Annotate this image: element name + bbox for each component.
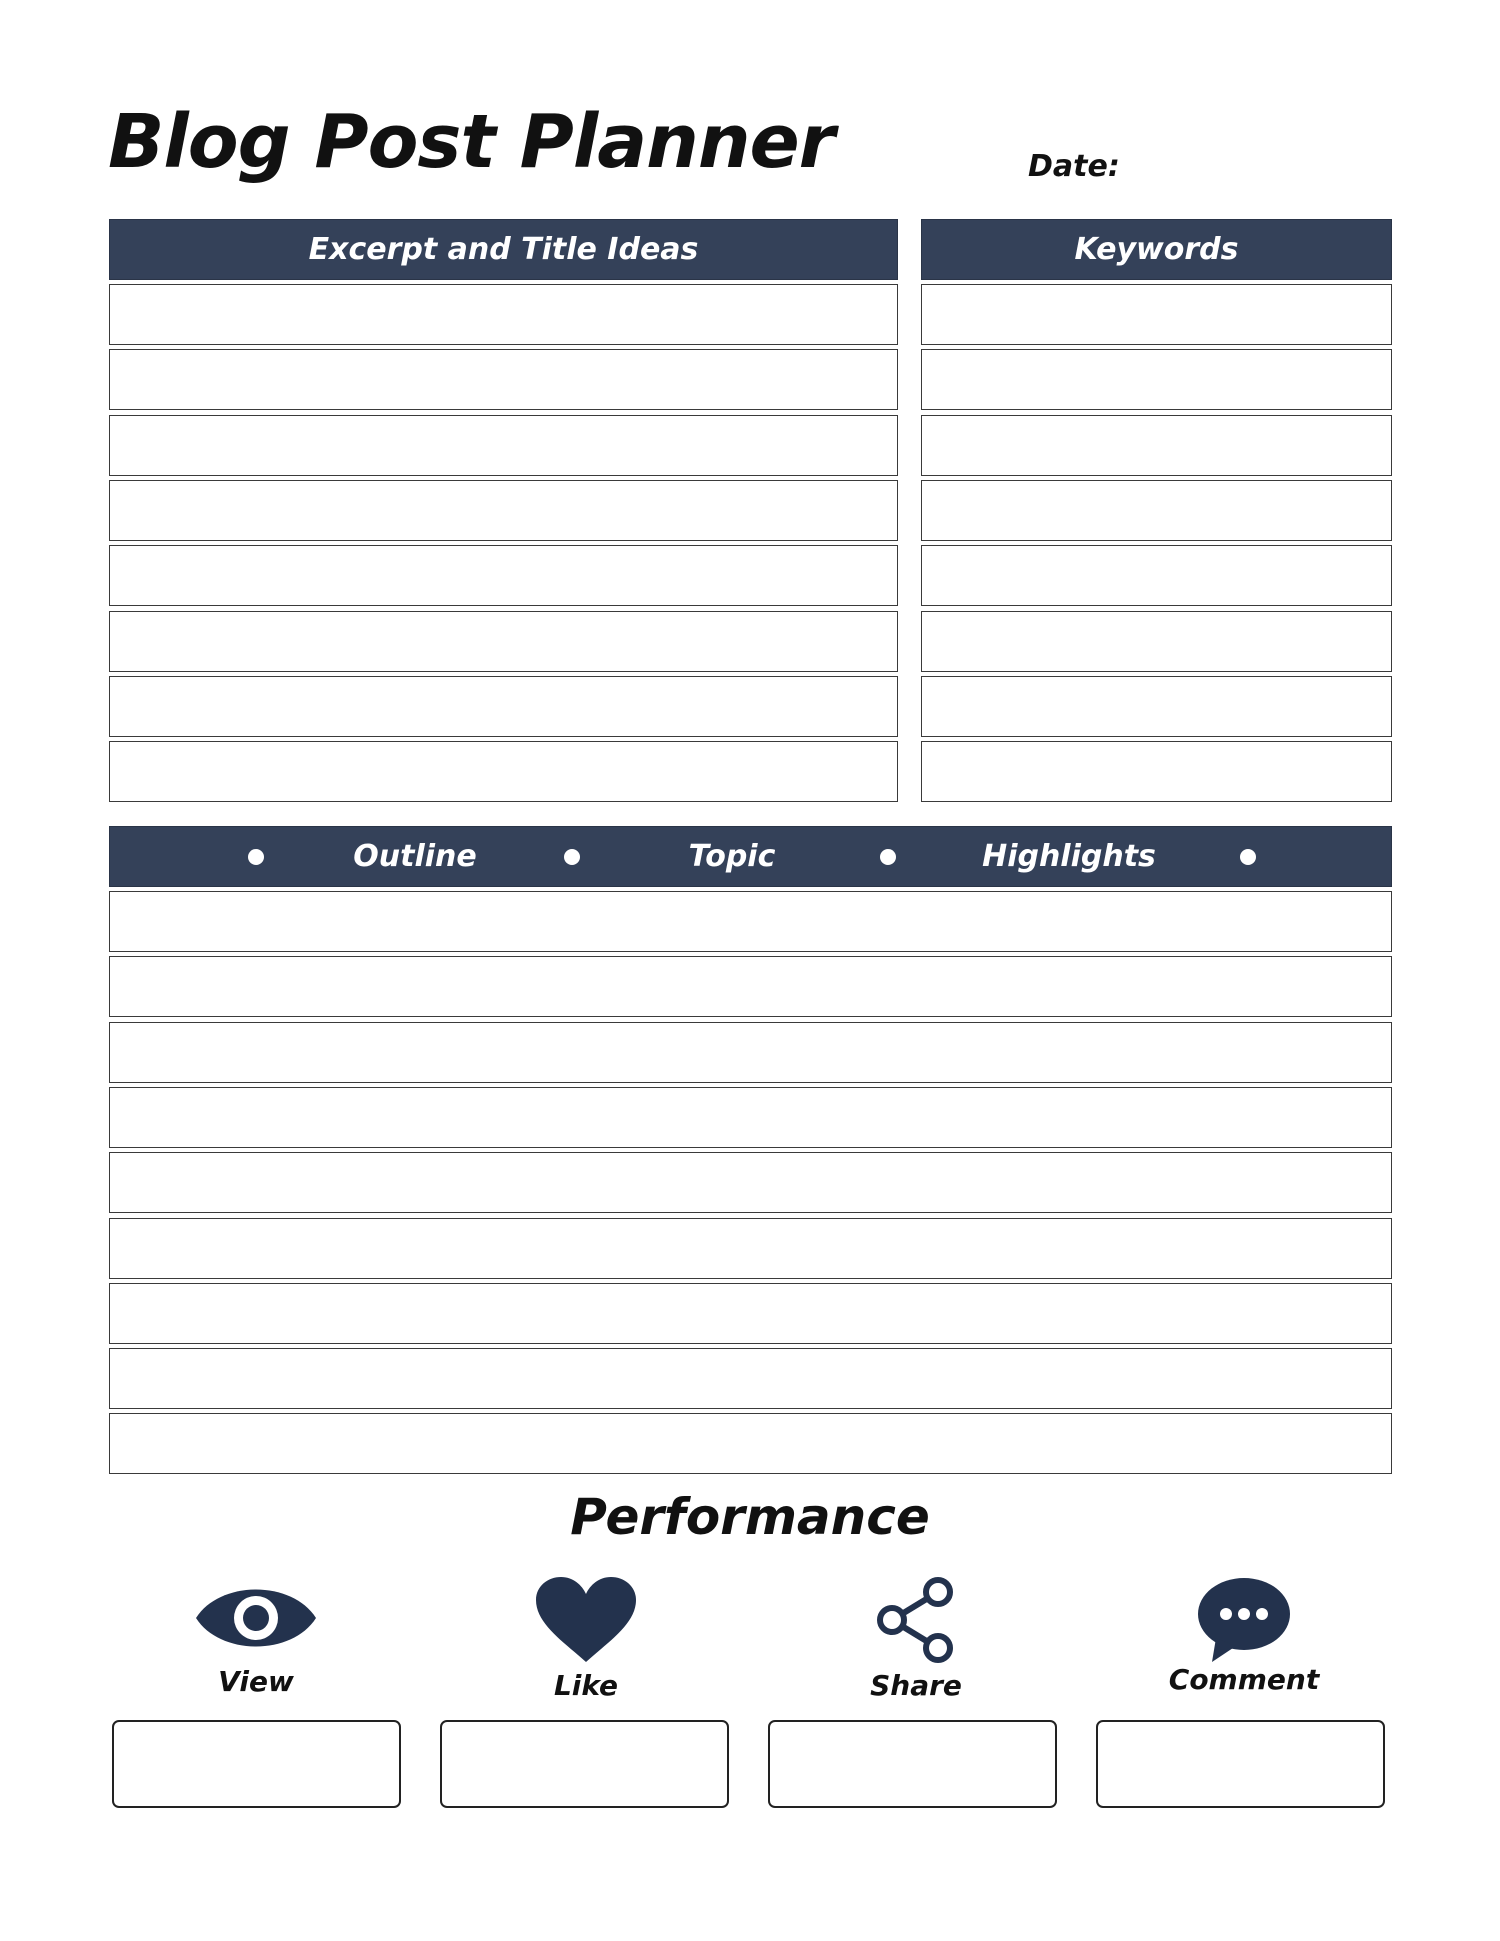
excerpt-header-label: Excerpt and Title Ideas (308, 232, 699, 267)
comment-input-box[interactable] (1096, 1720, 1385, 1808)
excerpt-row[interactable] (109, 415, 898, 476)
keyword-row[interactable] (921, 611, 1392, 672)
heart-icon (534, 1576, 638, 1664)
view-label: View (218, 1665, 294, 1698)
like-label: Like (553, 1669, 619, 1702)
comment-label: Comment (1168, 1663, 1320, 1696)
excerpt-header (109, 219, 898, 280)
outline-row[interactable] (109, 891, 1392, 952)
keyword-row[interactable] (921, 545, 1392, 606)
outline-row[interactable] (109, 1413, 1392, 1474)
keyword-row[interactable] (921, 480, 1392, 541)
excerpt-row[interactable] (109, 480, 898, 541)
keywords-header-label: Keywords (1074, 232, 1239, 267)
share-label: Share (870, 1669, 962, 1702)
view-input-box[interactable] (112, 1720, 401, 1808)
share-input-box[interactable] (768, 1720, 1057, 1808)
eye-icon (194, 1576, 318, 1660)
date-label: Date: (1028, 149, 1120, 184)
performance-title: Performance (570, 1488, 930, 1546)
outline-row[interactable] (109, 1152, 1392, 1213)
keyword-row[interactable] (921, 349, 1392, 410)
keyword-row[interactable] (921, 415, 1392, 476)
comment-bubble-icon (1194, 1576, 1294, 1662)
outline-row[interactable] (109, 1022, 1392, 1083)
excerpt-row[interactable] (109, 284, 898, 345)
bullet-dot (880, 849, 896, 865)
keyword-row[interactable] (921, 676, 1392, 737)
metric-comment (1134, 1576, 1354, 1694)
excerpt-row[interactable] (109, 611, 898, 672)
excerpt-row[interactable] (109, 349, 898, 410)
highlights-header-label: Highlights (982, 839, 1156, 874)
bullet-dot (564, 849, 580, 865)
outline-header-label: Outline (353, 839, 477, 874)
page-title: Blog Post Planner (108, 99, 835, 185)
bullet-dot (1240, 849, 1256, 865)
metric-like (476, 1576, 696, 1700)
metric-share (806, 1576, 1026, 1700)
excerpt-row[interactable] (109, 741, 898, 802)
like-input-box[interactable] (440, 1720, 729, 1808)
outline-row[interactable] (109, 1348, 1392, 1409)
bullet-dot (248, 849, 264, 865)
keyword-row[interactable] (921, 741, 1392, 802)
metric-view (146, 1576, 366, 1696)
keywords-header (921, 219, 1392, 280)
outline-row[interactable] (109, 1218, 1392, 1279)
outline-row[interactable] (109, 1087, 1392, 1148)
outline-row[interactable] (109, 1283, 1392, 1344)
keyword-row[interactable] (921, 284, 1392, 345)
excerpt-row[interactable] (109, 545, 898, 606)
excerpt-row[interactable] (109, 676, 898, 737)
outline-header (109, 826, 1392, 887)
share-icon (870, 1576, 962, 1664)
topic-header-label: Topic (688, 839, 776, 874)
outline-row[interactable] (109, 956, 1392, 1017)
